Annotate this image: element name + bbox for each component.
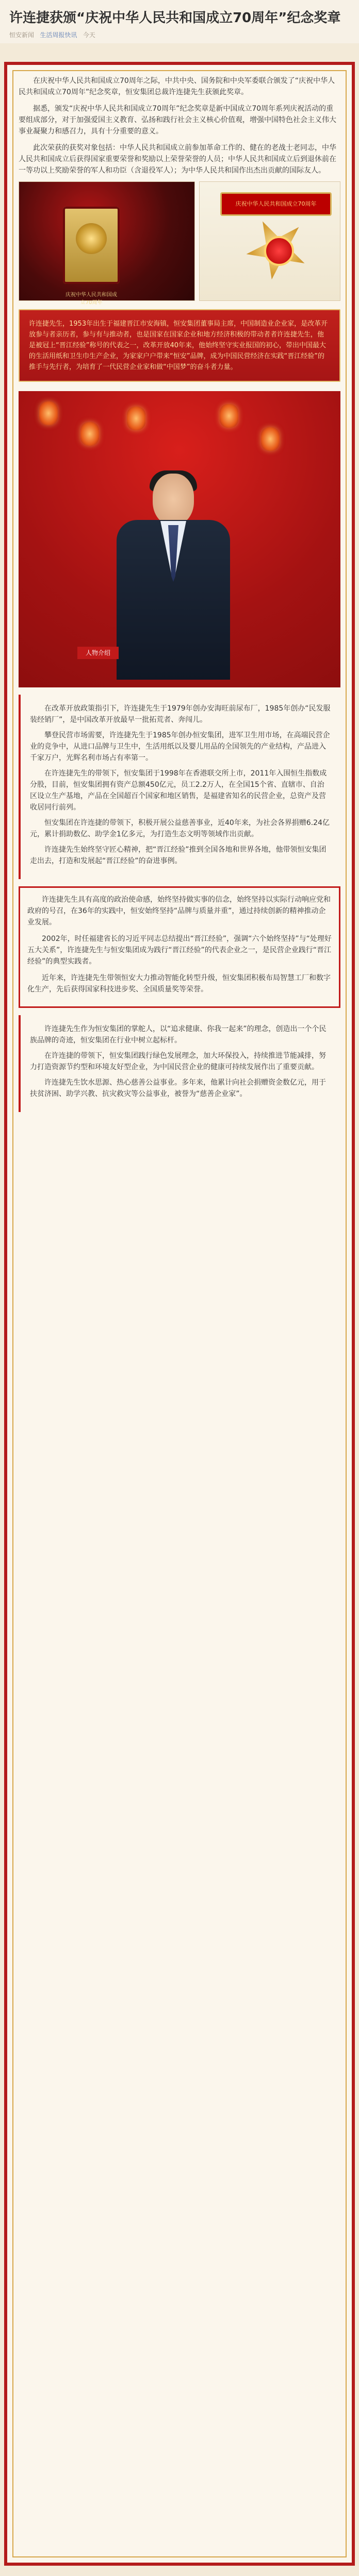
head-shape	[153, 474, 194, 525]
medal-image	[199, 181, 340, 301]
biography-intro-text: 许连捷先生，1953年出生于福建晋江市安海镇，恒安集团董事局主席，中国制造业企业家，是改革开放参与者亲历者，参与有与推动者，也是国家在国家企业和地方经济积极的带动者者许连捷先生，他是被冠上“晋江经验”称号的代表之一，改革开放40年来，他始终坚守实业报国的初心，带出中国最大的生活用纸和卫生巾生产企业，为家家户户带来“恒安”品牌，成为中国民营经济在实践“晋江经验”的推手与先行者，为培育了一代民营企业家和做“中国梦”的奋斗者力量。	[29, 320, 328, 371]
intro-paragraph-3: 此次荣获的获奖对象包括：中华人民共和国成立前参加革命工作的、健在的老战士老同志，中华人民共和国成立后获得国家重要荣誉和奖励以上荣誉荣誉的人员；中华人民共和国成立后到退休前在一等功以上奖励荣誉的军人和功臣（含退役军人）；为中华人民共和国作出杰出贡献的国际友人。	[19, 144, 336, 175]
section-tag: 人物介绍	[77, 647, 119, 659]
meta-source-label: 恒安新闻	[9, 31, 35, 39]
medal-image-row	[19, 181, 340, 306]
medal-banner: 庆祝中华人民共和国成立70周年	[220, 192, 332, 216]
section-1-paragraph-4: 恒安集团在许连捷的带领下，积极开展公益慈善事业，近40年来，为社会各界捐赠6.24亿元，累计捐助数亿、助学金1亿多元，为打造生态文明等领域作出贡献。	[30, 819, 330, 838]
lantern-icon	[127, 407, 145, 430]
intro-paragraph-1: 在庆祝中华人民共和国成立70周年之际，中共中央、国务院和中央军委联合颁发了“庆祝中华人民共和国成立70周年”纪念奖章，恒安集团总裁许连捷先生获颁此奖章。	[19, 77, 335, 96]
section-band-1	[19, 695, 340, 879]
article-meta	[9, 30, 350, 39]
medal-icon	[76, 223, 107, 254]
lantern-row	[19, 391, 340, 458]
section-band-2	[19, 886, 340, 1008]
biography-intro-block	[19, 309, 340, 382]
lantern-icon	[80, 422, 99, 446]
lantern-icon	[261, 427, 280, 451]
section-1-paragraph-5: 许连捷先生始终坚守匠心精神，把“晋江经验”推到全国各地和世界各地，他带领恒安集团走出去，打造和发展起“晋江经验”的奋进事例。	[30, 846, 327, 865]
section-2-paragraph-2: 2002年，时任福建省长的习近平同志总结提出“晋江经验”，强调“六个始终坚持”与“处理好五大关系”，许连捷先生与恒安集团成为践行“晋江经验”的代表企业之一，是民营企业践行“晋江经验”的典型实践者。	[27, 935, 332, 966]
intro-paragraph-2: 据悉，颁发“庆祝中华人民共和国成立70周年”纪念奖章是新中国成立70周年系列庆祝活动的重要组成部分，对于加强爱国主义教育、弘扬和践行社会主义核心价值观，增强中国特色社会主义伟大事业凝聚力和感召力，具有十分重要的意义。	[19, 105, 336, 136]
gift-caption: 庆祝中华人民共和国成立70周年	[66, 292, 117, 306]
article-title: 许连捷获颁“庆祝中华人民共和国成立70周年”纪念奖章	[9, 10, 341, 26]
section-band-3	[19, 1015, 340, 1112]
lantern-icon	[220, 404, 238, 428]
section-1-paragraph-2: 攀登民营市场需要，许连捷先生于1985年创办恒安集团，进军卫生用市场，在高端民营企业的竞争中，从进口品牌与卫生中，生活用纸以及婴儿用品的全国领先的产业结构，产品进入千家万户，光辉名利市场占有率第一。	[30, 731, 330, 762]
gift-box-image	[19, 181, 195, 306]
section-3-paragraph-1: 许连捷先生作为恒安集团的掌舵人，以“追求健康、你我一起来”的理念，创造出一个个民族品牌的奇迹，恒安集团在行业中树立起标杆。	[30, 1025, 327, 1045]
meta-source-account[interactable]: 生活周报快讯	[40, 31, 77, 39]
article-content	[19, 75, 340, 1119]
section-2-paragraph-3: 近年来，许连捷先生带领恒安大力推动智能化转型升级，恒安集团积极布局智慧工厂和数字化生产，先后获得国家科技进步奖、全国质量奖等荣誉。	[27, 974, 331, 994]
person-portrait	[117, 474, 230, 680]
section-3-paragraph-2: 在许连捷的带领下，恒安集团践行绿色发展理念，加大环保投入，持续推进节能减排，努力打造资源节约型和环境友好型企业，为中国民营企业的健康可持续发展作出了重要贡献。	[30, 1052, 326, 1071]
section-1-paragraph-1: 在改革开放政策指引下，许连捷先生于1979年创办安海旺前尿布厂，1985年创办“民发服装经销厂”，是中国改革开放最早一批拓荒者、奔闯儿。	[30, 704, 331, 724]
article-header	[0, 0, 359, 43]
section-3-paragraph-3: 许连捷先生饮水思源、热心慈善公益事业。多年来，他累计向社会捐赠资金数亿元，用于扶贫济困、助学兴教、抗灾救灾等公益事业，被誉为“慈善企业家”。	[30, 1079, 326, 1098]
meta-time: 今天	[83, 31, 95, 39]
article-frame	[4, 62, 355, 2566]
medal-center-icon	[264, 236, 294, 266]
section-1-paragraph-3: 在许连捷先生的带领下，恒安集团于1998年在香港联交所上市，2011年入围恒生指数成分股，目前，恒安集团拥有资产总额450亿元，员工2.2万人，在全国15个省、直辖市、自治区设立生产基地，产品在全国超百个国家和地区销售，是福建省知名的民营企业，总资产及营收居同行前列。	[30, 769, 327, 812]
section-2-paragraph-1: 许连捷先生具有高度的政治使命感，始终坚持做实事的信念，始终坚持以实际行动响应党和政府的号召，在36年的实践中，恒安始终坚持“品牌与质量并重”，通过持续创新的精神推动企业发展。	[27, 896, 331, 927]
lantern-icon	[39, 401, 58, 425]
portrait-image	[19, 391, 340, 687]
